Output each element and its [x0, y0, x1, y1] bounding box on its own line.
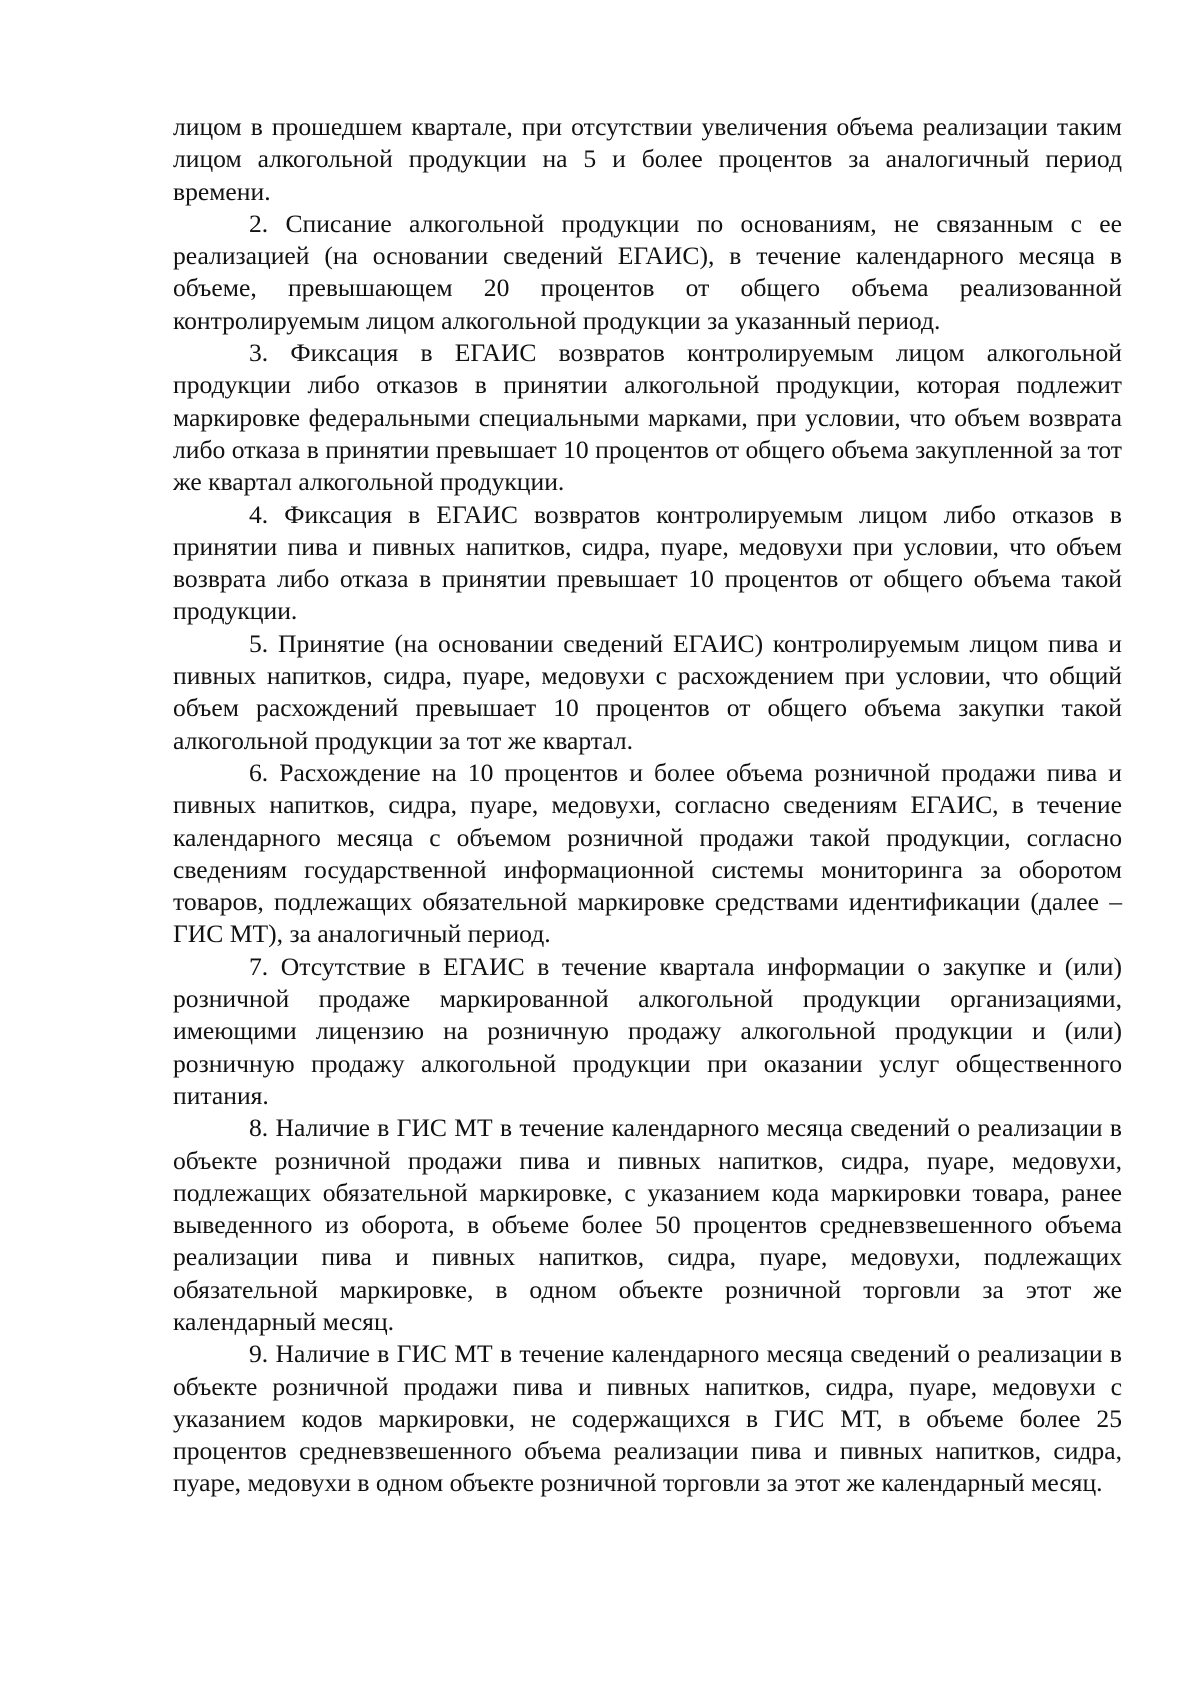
paragraph-continuation: лицом в прошедшем квартале, при отсутствии увеличения объема реализации таким лицом алкогольной продукции на 5 и более процентов за аналогичный период времени. — [173, 112, 1122, 206]
paragraph-item-7: 7. Отсутствие в ЕГАИС в течение квартала информации о закупке и (или) розничной продаже маркированной алкогольной продукции организациями, имеющими лицензию на розничную продажу алкогольной продукции и (или) розничную продажу алкогольной продукции при оказании услуг общественного питания. — [173, 951, 1122, 1110]
paragraph-item-6: 6. Расхождение на 10 процентов и более объема розничной продажи пива и пивных напитков, сидра, пуаре, медовухи, согласно сведениям ЕГАИС, в течение календарного месяца с объемом розничной продажи такой продукции, согласно сведениям государственной информационной системы мониторинга за оборотом товаров, подлежащих обязательной маркировке средствами идентификации (далее – ГИС МТ), за аналогичный период. — [173, 757, 1122, 949]
paragraph-item-4: 4. Фиксация в ЕГАИС возвратов контролируемым лицом либо отказов в принятии пива и пивных напитков, сидра, пуаре, медовухи при условии, что объем возврата либо отказа в принятии превышает 10 процентов от общего объема такой продукции. — [173, 499, 1122, 626]
paragraph-item-2: 2. Списание алкогольной продукции по основаниям, не связанным с ее реализацией (на основании сведений ЕГАИС), в течение календарного месяца в объеме, превышающем 20 процентов от общего объема реализованной контролируемым лицом алкогольной продукции за указанный период. — [173, 208, 1122, 335]
paragraph-item-3: 3. Фиксация в ЕГАИС возвратов контролируемым лицом алкогольной продукции либо отказов в принятии алкогольной продукции, которая подлежит маркировке федеральными специальными марками, при условии, что объем возврата либо отказа в принятии превышает 10 процентов от общего объема закупленной за тот же квартал алкогольной продукции. — [173, 338, 1122, 497]
paragraph-item-9: 9. Наличие в ГИС МТ в течение календарного месяца сведений о реализации в объекте розничной продажи пива и пивных напитков, сидра, пуаре, медовухи с указанием кодов маркировки, не содержащихся в ГИС МТ, в объеме более 25 процентов средневзвешенного объема реализации пива и пивных напитков, сидра, пуаре, медовухи в одном объекте розничной торговли за этот же календарный месяц. — [173, 1339, 1122, 1498]
document-page — [173, 111, 1122, 1500]
paragraph-item-5: 5. Принятие (на основании сведений ЕГАИС) контролируемым лицом пива и пивных напитков, сидра, пуаре, медовухи с расхождением при условии, что общий объем расхождений превышает 10 процентов от общего объема закупки такой алкогольной продукции за тот же квартал. — [173, 628, 1122, 755]
paragraph-item-8: 8. Наличие в ГИС МТ в течение календарного месяца сведений о реализации в объекте розничной продажи пива и пивных напитков, сидра, пуаре, медовухи, подлежащих обязательной маркировке, с указанием кода маркировки товара, ранее выведенного из оборота, в объеме более 50 процентов средневзвешенного объема реализации пива и пивных напитков, сидра, пуаре, медовухи, подлежащих обязательной маркировке, в одном объекте розничной торговли за этот же календарный месяц. — [173, 1113, 1122, 1336]
